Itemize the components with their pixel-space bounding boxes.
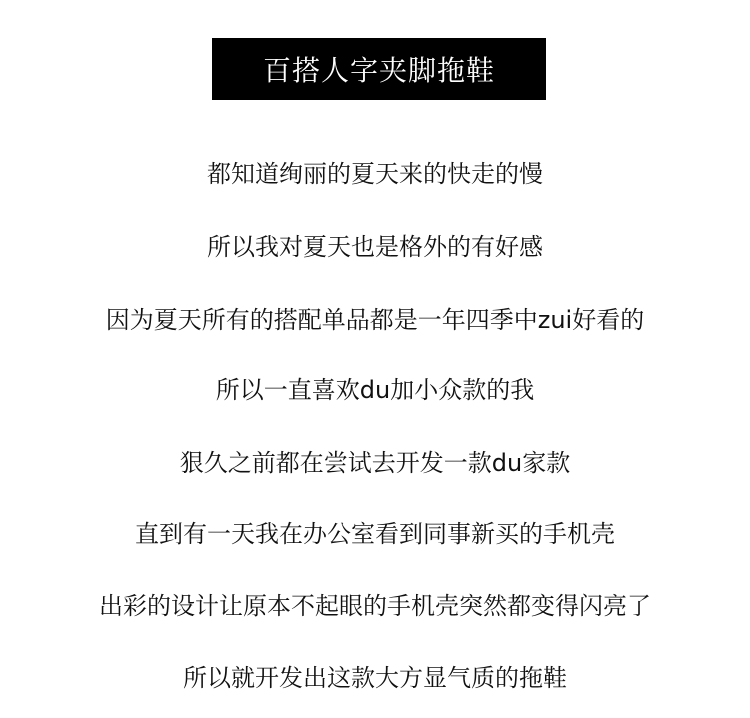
text-line: 所以一直喜欢du加小众款的我 (215, 376, 535, 404)
page-title: 百搭人字夹脚拖鞋 (262, 54, 495, 87)
text-line: 所以我对夏天也是格外的有好感 (207, 233, 543, 261)
text-line: 狠久之前都在尝试去开发一款du家款 (179, 449, 571, 477)
text-line: 出彩的设计让原本不起眼的手机壳突然都变得闪亮了 (99, 592, 651, 620)
text-line: 因为夏天所有的搭配单品都是一年四季中zui好看的 (105, 306, 645, 334)
text-line: 所以就开发出这款大方显气质的拖鞋 (183, 664, 567, 692)
text-line: 都知道绚丽的夏天来的快走的慢 (207, 160, 543, 188)
text-line: 直到有一天我在办公室看到同事新买的手机壳 (135, 520, 615, 548)
